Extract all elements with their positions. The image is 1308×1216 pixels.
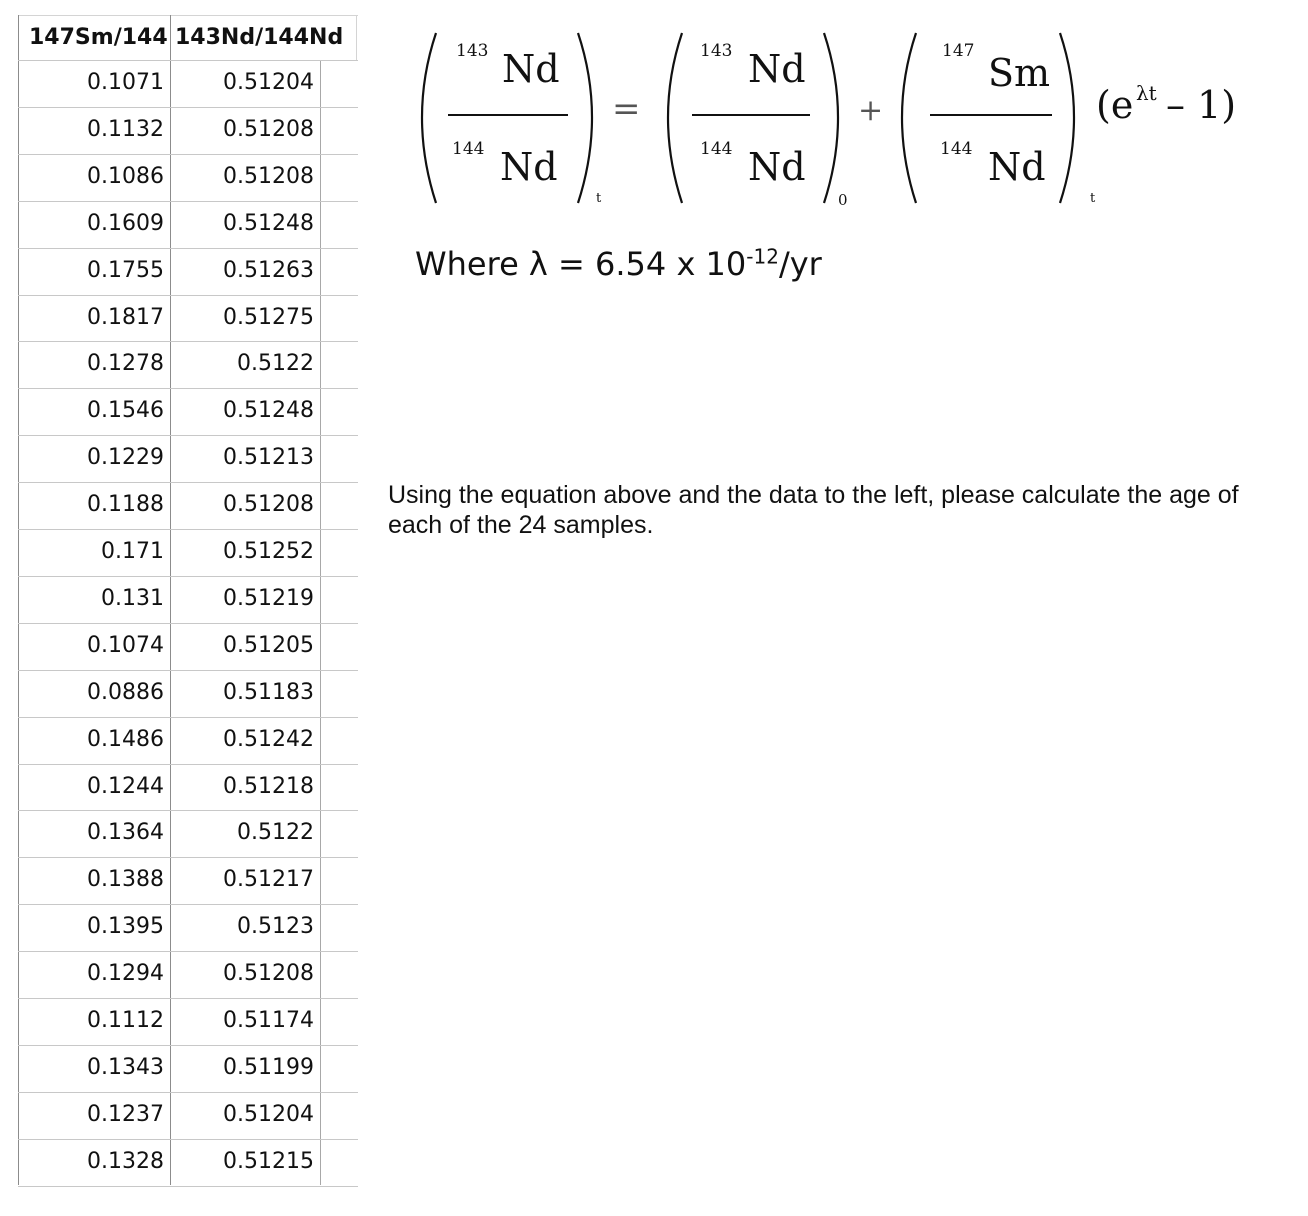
iso-144-a: 144 (452, 139, 485, 159)
iso-143-a: 143 (456, 41, 489, 61)
sm-ratio-cell[interactable]: 0.1343 (87, 1055, 164, 1080)
sm: Sm (988, 51, 1051, 95)
nd-ratio-cell[interactable]: 0.51242 (223, 727, 314, 752)
left-paren-2 (668, 33, 682, 203)
left-paren-3 (902, 33, 916, 203)
sm-ratio-cell[interactable]: 0.1388 (87, 867, 164, 892)
sm-ratio-cell[interactable]: 0.1395 (87, 914, 164, 939)
nd-ratio-cell[interactable]: 0.51205 (223, 633, 314, 658)
nd-ratio-cell[interactable]: 0.5122 (237, 351, 314, 376)
nd-ratio-cell[interactable]: 0.51199 (223, 1055, 314, 1080)
decay-constant-suffix: /yr (778, 245, 822, 283)
nd-ratio-cell[interactable]: 0.51208 (223, 164, 314, 189)
sm-ratio-cell[interactable]: 0.1546 (87, 398, 164, 423)
nd-b: Nd (500, 145, 558, 189)
sm-ratio-cell[interactable]: 0.1112 (87, 1008, 164, 1033)
header-right-border (356, 15, 357, 60)
sm-ratio-cell[interactable]: 0.1071 (87, 70, 164, 95)
iso-143-b: 143 (700, 41, 733, 61)
instructions-text: Using the equation above and the data to the left, please calculate the age of each of the 24 samples. (388, 481, 1239, 539)
sm-ratio-cell[interactable]: 0.1294 (87, 961, 164, 986)
sm-ratio-cell[interactable]: 0.1086 (87, 164, 164, 189)
nd-a: Nd (502, 47, 560, 91)
nd-ratio-cell[interactable]: 0.51217 (223, 867, 314, 892)
right-paren-1 (578, 33, 592, 203)
sm-ratio-cell[interactable]: 0.171 (101, 539, 164, 564)
nd-c: Nd (748, 47, 806, 91)
nd-ratio-cell[interactable]: 0.51263 (223, 258, 314, 283)
sm-ratio-cell[interactable]: 0.1278 (87, 351, 164, 376)
sm-ratio-cell[interactable]: 0.1817 (87, 305, 164, 330)
iso-144-b: 144 (700, 139, 733, 159)
sm-ratio-cell[interactable]: 0.1074 (87, 633, 164, 658)
sm-ratio-cell[interactable]: 0.1755 (87, 258, 164, 283)
decay-constant-line (415, 245, 822, 283)
nd-ratio-cell[interactable]: 0.51275 (223, 305, 314, 330)
data-table (18, 15, 358, 1185)
nd-ratio-cell[interactable]: 0.51208 (223, 961, 314, 986)
nd-ratio-cell[interactable]: 0.5123 (237, 914, 314, 939)
sm-ratio-cell[interactable]: 0.1486 (87, 727, 164, 752)
subscript-t-a: t (596, 191, 602, 206)
nd-ratio-cell[interactable]: 0.51219 (223, 586, 314, 611)
sm-ratio-cell[interactable]: 0.1364 (87, 820, 164, 845)
nd-ratio-cell[interactable]: 0.5122 (237, 820, 314, 845)
nd-ratio-cell[interactable]: 0.51204 (223, 1102, 314, 1127)
equals-sign: = (612, 89, 641, 129)
sm-ratio-cell[interactable]: 0.1609 (87, 211, 164, 236)
nd-d: Nd (748, 145, 806, 189)
nd-ratio-cell[interactable]: 0.51204 (223, 70, 314, 95)
sm-ratio-cell[interactable]: 0.0886 (87, 680, 164, 705)
nd-ratio-cell[interactable]: 0.51248 (223, 398, 314, 423)
sm-ratio-cell[interactable]: 0.1188 (87, 492, 164, 517)
right-paren-3 (1060, 33, 1074, 203)
subscript-t-b: t (1090, 191, 1096, 206)
subscript-0: 0 (838, 191, 848, 209)
sm-ratio-cell[interactable]: 0.131 (101, 586, 164, 611)
right-paren-2 (824, 33, 838, 203)
nd-ratio-cell[interactable]: 0.51252 (223, 539, 314, 564)
sm-ratio-cell[interactable]: 0.1244 (87, 774, 164, 799)
nd-ratio-cell[interactable]: 0.51215 (223, 1149, 314, 1174)
sm-ratio-cell[interactable]: 0.1229 (87, 445, 164, 470)
decay-constant-prefix: Where λ = 6.54 x 10 (415, 245, 747, 283)
iso-147: 147 (942, 41, 975, 61)
sm-ratio-cell[interactable]: 0.1237 (87, 1102, 164, 1127)
left-paren-1 (422, 33, 436, 203)
nd-ratio-cell[interactable]: 0.51174 (223, 1008, 314, 1033)
nd-ratio-cell[interactable]: 0.51208 (223, 492, 314, 517)
nd-ratio-cell[interactable]: 0.51208 (223, 117, 314, 142)
header-nd-ratio[interactable]: 143Nd/144Nd (175, 25, 344, 50)
exp-close: – 1) (1166, 83, 1237, 127)
nd-ratio-cell[interactable]: 0.51248 (223, 211, 314, 236)
nd-ratio-cell[interactable]: 0.51218 (223, 774, 314, 799)
plus-sign: + (858, 93, 884, 128)
iso-144-c: 144 (940, 139, 973, 159)
nd-ratio-cell[interactable]: 0.51213 (223, 445, 314, 470)
header-sm-ratio[interactable]: 147Sm/144 (29, 25, 168, 50)
nd-ratio-cell[interactable]: 0.51183 (223, 680, 314, 705)
sm-nd-isochron-equation (410, 25, 1250, 225)
sm-ratio-cell[interactable]: 0.1132 (87, 117, 164, 142)
decay-constant-exponent: -12 (746, 244, 779, 269)
row-divider (18, 1186, 358, 1187)
exp-open: (e (1096, 83, 1134, 127)
nd-e: Nd (988, 145, 1046, 189)
sm-ratio-cell[interactable]: 0.1328 (87, 1149, 164, 1174)
exp-lambda-t: λt (1136, 81, 1157, 105)
